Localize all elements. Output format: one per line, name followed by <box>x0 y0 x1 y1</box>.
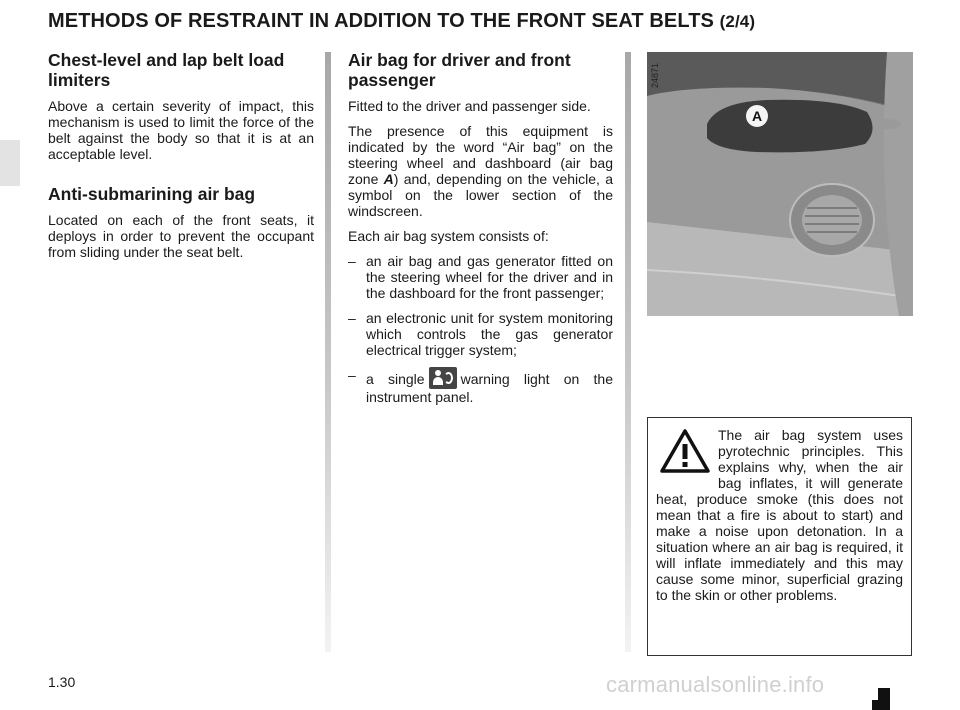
airbag-presence-text: The presence of this equipment is indicated by the word “Air bag” on the steering wheel and dashboard (air bag zone A) and, depending on the vehicle, a symbol on the lower section of the windscreen. <box>348 123 614 219</box>
watermark: carmanualsonline.info <box>606 672 825 697</box>
airbag-system-intro: Each air bag system consists of: <box>348 228 549 244</box>
chapter-tab <box>0 140 20 186</box>
middle-column <box>348 50 613 414</box>
page-number: 1.30 <box>48 674 76 690</box>
column-divider <box>325 52 331 652</box>
airbag-fitted-text: Fitted to the driver and passenger side. <box>348 98 591 114</box>
dashboard-illustration <box>647 52 913 316</box>
anti-submarining-text: Located on each of the front seats, it deploys in order to prevent the occupant from sliding under the seat belt. <box>48 212 314 260</box>
corner-marker <box>872 700 890 710</box>
dashboard-photo <box>647 52 913 316</box>
airbag-zone-label: A <box>383 171 394 187</box>
section-heading-load-limiters: Chest-level and lap belt load limiters <box>48 50 285 90</box>
section-heading-airbag: Air bag for driver and front passenger <box>348 50 571 90</box>
column-divider <box>625 52 631 652</box>
list-item: – an air bag and gas generator fitted on the steering wheel for the driver and in the dashboard for the front passenger; <box>348 253 613 301</box>
section-heading-anti-submarining: Anti-submarining air bag <box>48 184 256 204</box>
list-item: – an electronic unit for system monitoring which controls the gas generator electrical trigger system; <box>348 310 613 358</box>
warning-text: The air bag system uses pyrotechnic principles. This explains why, when the air bag inflates, it will generate heat, produce smoke (this does not mean that a fire is about to start) and make a noise upon detonation. In a situation where an air bag is required, it will inflate immediately and this may cause some minor, superficial grazing to the skin or other problems. <box>656 427 903 603</box>
list-item: – a single warning light on the instrument panel. <box>348 367 613 405</box>
page-part-indicator: (2/4) <box>719 12 756 31</box>
figure-reference-number: 24871 <box>650 62 660 88</box>
airbag-components-list <box>348 253 613 405</box>
left-column <box>48 50 314 260</box>
airbag-warning-light-icon <box>429 367 457 389</box>
page-title-text: METHODS OF RESTRAINT IN ADDITION TO THE FRONT SEAT BELTS <box>48 10 714 32</box>
airbag-zone-callout: A <box>746 105 768 127</box>
warning-box <box>647 417 912 656</box>
load-limiters-text: Above a certain severity of impact, this mechanism is used to limit the force of the belt against the body so that it is at an acceptable level. <box>48 98 314 162</box>
page-title <box>48 10 755 33</box>
